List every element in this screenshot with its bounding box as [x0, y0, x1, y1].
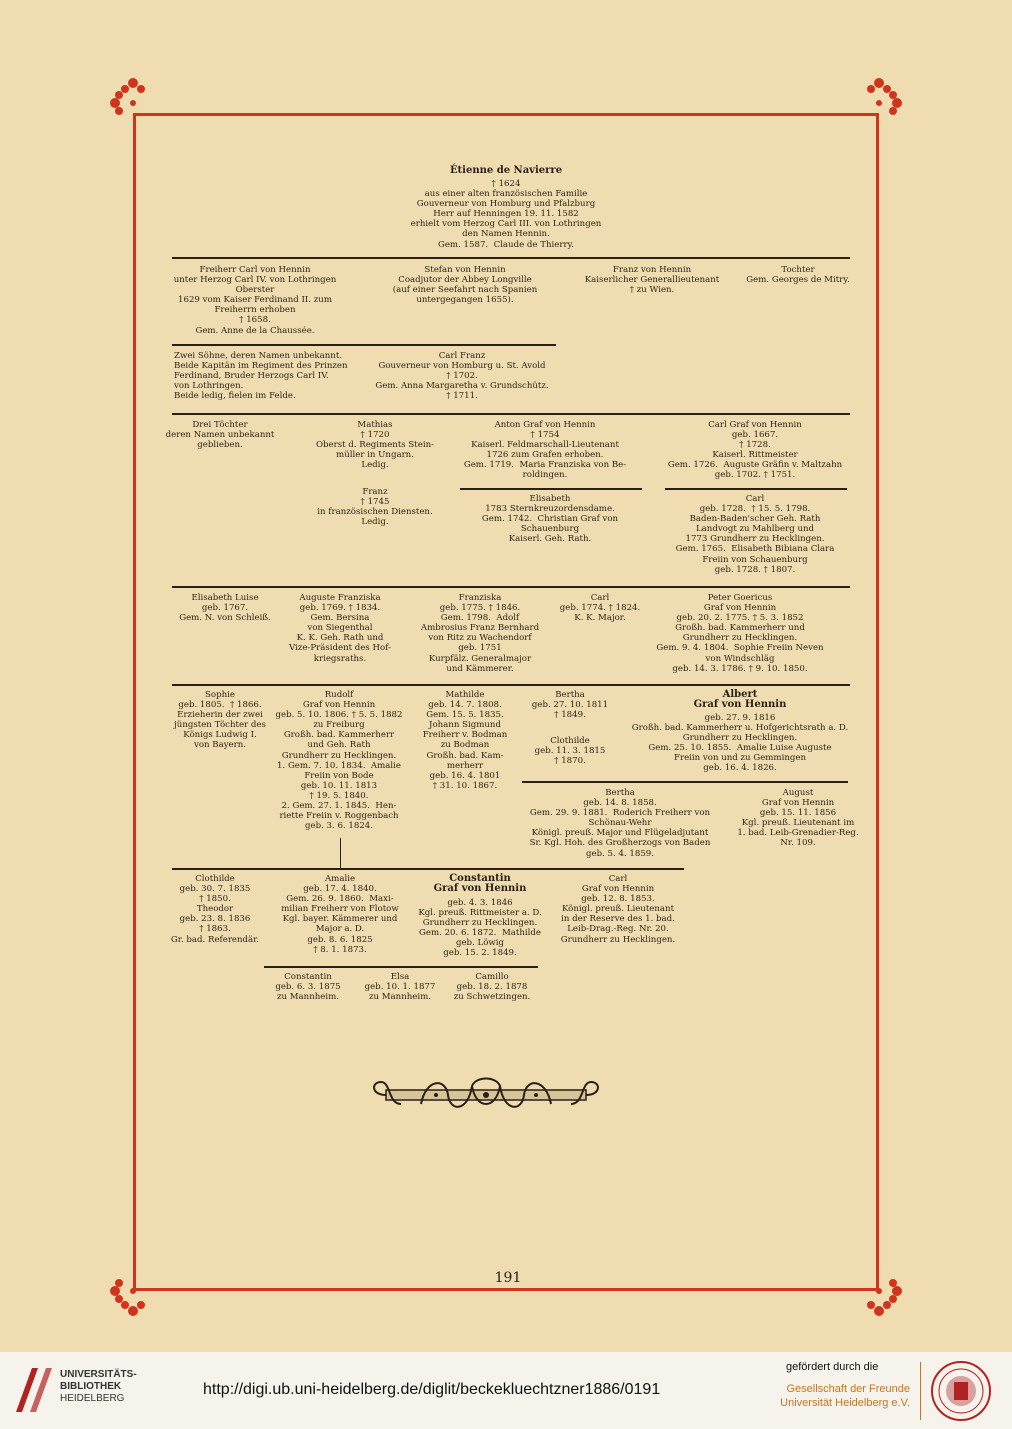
generation-rule: [172, 344, 556, 346]
person-camillo: Camillo geb. 18. 2. 1878 zu Schwetzingen.: [453, 972, 531, 1003]
generation-rule: [522, 781, 848, 783]
person-elsa: Elsa geb. 10. 1. 1877 zu Mannheim.: [364, 972, 436, 1003]
library-logo-icon: [10, 1366, 54, 1414]
vignette-ornament-icon: [366, 1074, 606, 1116]
generation-rule: [172, 586, 850, 588]
person-carl-1728: Carl geb. 1728. † 15. 5. 1798. Baden-Baden'scher Geh. Rath Landvogt zu Mahlberg und 1773 Grundherr zu Hecklingen. Gem. 1765. Elisabeth Bibiana Clara Freiin von Schauenburg geb. 1728. † 1807.: [675, 494, 835, 575]
person-drei-toechter: Drei Töchter deren Namen unbekannt geblieben.: [165, 420, 275, 451]
person-stefan: Stefan von Hennin Coadjutor der Abbey Longville (auf einer Seefahrt nach Spanien untergegangen 1655).: [392, 265, 538, 306]
generation-rule: [172, 868, 684, 870]
person-albert: geb. 27. 9. 1816 Großh. bad. Kammerherr u. Hofgerichtsrath a. D. Grundherr zu Hecklingen. Gem. 25. 10. 1855. Amalie Luise Auguste Freiin von und zu Gemmingen geb. 16. 4. 1826.: [631, 713, 849, 774]
person-franziska: Franziska geb. 1775. † 1846. Gem. 1798. Adolf Ambrosius Franz Bernhard von Ritz zu Wachendorf geb. 1751 Kurpfälz. Generalmajor und Kämmerer.: [420, 593, 540, 674]
library-name-line2: BIBLIOTHEK: [60, 1381, 122, 1392]
footer-divider: [920, 1362, 921, 1420]
person-amalie: Amalie geb. 17. 4. 1840. Gem. 26. 9. 1860. Maxi- milian Freiherr von Flotow Kgl. bayer. Kämmerer und Major a. D. geb. 8. 6. 1825 † 8. 1. 1873.: [281, 874, 399, 955]
sponsor-line1: Gesellschaft der Freunde: [786, 1383, 910, 1395]
person-anton: Anton Graf von Hennin † 1754 Kaiserl. Feldmarschall-Lieutenant 1726 zum Grafen erhoben. Gem. 1719. Maria Franziska von Be- roldingen.: [463, 420, 627, 481]
person-mathias: Mathias † 1720 Oberst d. Regiments Stein- müller in Ungarn. Ledig.: [315, 420, 435, 471]
library-footer: [0, 1352, 1012, 1429]
ancestor-details: † 1624 aus einer alten französischen Familie Gouverneur von Homburg und Pfalzburg Herr auf Henningen 19. 11. 1582 erhielt vom Herzog Carl III. von Lothringen den Namen Hennin. Gem. 1587. Claude de Thierry.: [410, 179, 602, 250]
person-elisabeth-1742: Elisabeth 1783 Sternkreuzordensdame. Gem. 1742. Christian Graf von Schauenburg Kaiserl. Geh. Rath.: [481, 494, 619, 545]
person-sophie: Sophie geb. 1805. † 1866. Erzieherin der zwei jüngsten Töchter des Königs Ludwig I. von Bayern.: [174, 690, 266, 751]
person-clothilde-1815: Clothilde geb. 11. 3. 1815 † 1870.: [534, 736, 606, 767]
person-carl-1853: Carl Graf von Hennin geb. 12. 8. 1853. Königl. preuß. Lieutenant in der Reserve des 1. bad. Leib-Drag.-Reg. Nr. 20. Grundherr zu Hecklingen.: [560, 874, 676, 945]
generation-rule: [172, 684, 850, 686]
person-tochter: Tochter Gem. Georges de Mitry.: [746, 265, 850, 286]
person-constantin-1875: Constantin geb. 6. 3. 1875 zu Mannheim.: [275, 972, 341, 1003]
library-name-line3: HEIDELBERG: [60, 1393, 125, 1404]
ancestor-name: Étienne de Navierre: [449, 165, 563, 176]
generation-rule: [460, 488, 642, 490]
person-bertha-1811: Bertha geb. 27. 10. 1811 † 1849.: [531, 690, 609, 721]
person-elisabeth-luise: Elisabeth Luise geb. 1767. Gem. N. von Schleiß.: [179, 593, 271, 624]
person-constantin-name: Constantin Graf von Hennin: [433, 873, 527, 895]
person-august: August Graf von Hennin geb. 15. 11. 1856 Kgl. preuß. Lieutenant im 1. bad. Leib-Grenadier-Reg. Nr. 109.: [737, 788, 859, 849]
person-carl-major: Carl geb. 1774. † 1824. K. K. Major.: [559, 593, 641, 624]
person-auguste-franziska: Auguste Franziska geb. 1769. † 1834. Gem. Bersina von Siegenthal K. K. Geh. Rath und Vize-Präsident des Hof- kriegsraths.: [289, 593, 391, 664]
corner-ornament-icon: [103, 1261, 163, 1321]
descent-line: [340, 838, 341, 868]
person-zwei-soehne: Zwei Söhne, deren Namen unbekannt. Beide Kapitän im Regiment des Prinzen Ferdinand, Bruder Herzogs Carl IV. von Lothringen. Beide ledig, fielen im Felde.: [174, 351, 348, 402]
person-clothilde-theodor: Clothilde geb. 30. 7. 1835 † 1850. Theodor geb. 23. 8. 1836 † 1863. Gr. bad. Referendär.: [170, 874, 260, 945]
person-rudolf: Rudolf Graf von Hennin geb. 5. 10. 1806. † 5. 5. 1882 zu Freiburg Großh. bad. Kammerherr und Geh. Rath Grundherr zu Hecklingen. 1. Gem. 7. 10. 1834. Amalie Freiin von Bode geb. 10. 11. 1813 † 19. 5. 1840. 2. Gem. 27. 1. 1845. Hen- riette Freiin v. Roggenbach geb. 3. 6. 1824.: [275, 690, 403, 832]
generation-rule: [172, 413, 850, 415]
generation-rule: [665, 488, 847, 490]
corner-ornament-icon: [849, 73, 909, 133]
person-constantin: geb. 4. 3. 1846 Kgl. preuß. Rittmeister a. D. Grundherr zu Hecklingen. Gem. 20. 6. 1872. Mathilde geb. Löwig geb. 15. 2. 1849.: [418, 898, 542, 959]
corner-ornament-icon: [849, 1261, 909, 1321]
person-bertha-1858: Bertha geb. 14. 8. 1858. Gem. 29. 9. 1881. Roderich Freiherr von Schönau-Wehr Königl. preuß. Major und Flügeladjutant Sr. Kgl. Hoh. des Großherzogs von Baden geb. 5. 4. 1859.: [529, 788, 711, 859]
university-seal-icon: [930, 1360, 992, 1422]
page-number: 191: [494, 1270, 522, 1286]
sponsor-line2: Universität Heidelberg e.V.: [780, 1397, 910, 1409]
person-franz-1745: Franz † 1745 in französischen Diensten. Ledig.: [317, 487, 433, 528]
person-carl-graf: Carl Graf von Hennin geb. 1667. † 1728. Kaiserl. Rittmeister Gem. 1726. Auguste Gräfin v. Maltzahn geb. 1702. † 1751.: [667, 420, 843, 481]
sponsor-intro: gefördert durch die: [786, 1361, 879, 1373]
corner-ornament-icon: [103, 73, 163, 133]
person-franz: Franz von Hennin Kaiserlicher Generallieutenant † zu Wien.: [584, 265, 720, 296]
source-url-link[interactable]: http://digi.ub.uni-heidelberg.de/diglit/beckekluechtzner1886/0191: [203, 1381, 661, 1398]
generation-rule: [172, 257, 850, 259]
person-mathilde: Mathilde geb. 14. 7. 1808. Gem. 15. 5. 1835. Johann Sigmund Freiherr v. Bodman zu Bodman Großh. bad. Kam- merherr geb. 16. 4. 1801 † 31. 10. 1867.: [422, 690, 508, 791]
person-carl-freiherr: Freiherr Carl von Hennin unter Herzog Carl IV. von Lothringen Oberster 1629 vom Kaiser Ferdinand II. zum Freiherrn erhoben † 1658. Gem. Anne de la Chaussée.: [173, 265, 337, 336]
person-peter-goericus: Peter Goericus Graf von Hennin geb. 20. 2. 1775. † 5. 3. 1852 Großh. bad. Kammerherr und Grundherr zu Hecklingen. Gem. 9. 4. 1804. Sophie Freiin Neven von Windschläg geb. 14. 3. 1786. † 9. 10. 1850.: [656, 593, 824, 674]
library-name-line1: UNIVERSITÄTS-: [60, 1369, 137, 1380]
generation-rule: [264, 966, 538, 968]
person-albert-name: Albert Graf von Hennin: [693, 689, 787, 711]
person-carl-franz: Carl Franz Gouverneur von Homburg u. St. Avold † 1702. Gem. Anna Margaretha v. Grundschütz. † 1711.: [375, 351, 549, 402]
